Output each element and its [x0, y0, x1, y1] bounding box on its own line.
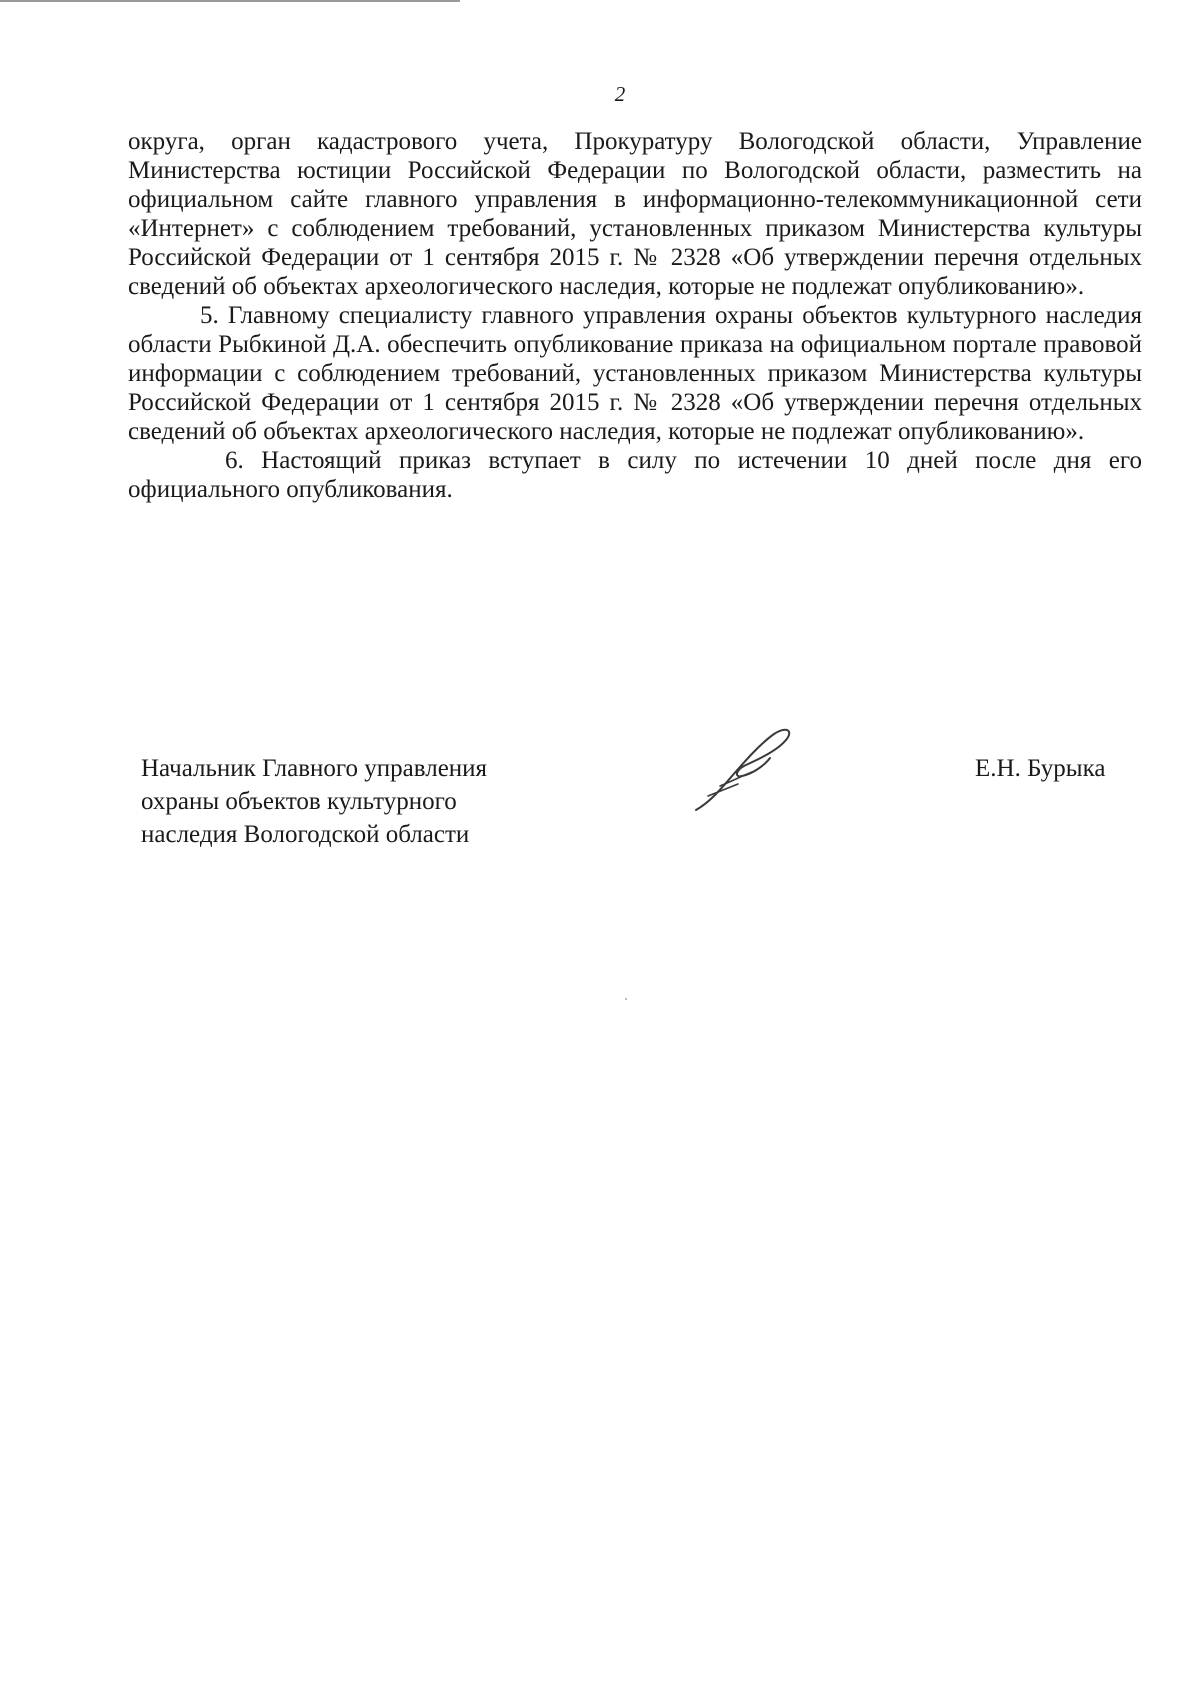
- signer-name: Е.Н. Бурыка: [975, 755, 1106, 782]
- signer-position-line: охраны объектов культурного: [141, 788, 457, 815]
- signer-position-line: Начальник Главного управления: [141, 755, 488, 782]
- page-number: 2: [614, 82, 626, 106]
- scan-speck: [625, 998, 627, 1000]
- paragraph-item-6: 6. Настоящий приказ вступает в силу по истечении 10 дней после дня его официального опубликования.: [128, 447, 1142, 503]
- document-body: [128, 127, 1142, 504]
- signer-position: [141, 752, 487, 851]
- signer-position-line: наследия Вологодской области: [141, 821, 470, 848]
- handwritten-signature: [690, 726, 800, 816]
- paragraph-continuation: округа, орган кадастрового учета, Прокуратуру Вологодской области, Управление Министерства юстиции Российской Федерации по Вологодской области, разместить на официальном сайте главного управления в информационно-телекоммуникационной сети «Интернет» с соблюдением требований, установленных приказом Министерства культуры Российской Федерации от 1 сентября 2015 г. № 2328 «Об утверждении перечня отдельных сведений об объектах археологического наследия, которые не подлежат опубликованию».: [128, 128, 1142, 300]
- paragraph-item-5: 5. Главному специалисту главного управления охраны объектов культурного наследия области Рыбкиной Д.А. обеспечить опубликование приказа на официальном портале правовой информации с соблюдением требований, установленных приказом Министерства культуры Российской Федерации от 1 сентября 2015 г. № 2328 «Об утверждении перечня отдельных сведений об объектах археологического наследия, которые не подлежат опубликованию».: [128, 302, 1142, 445]
- scan-edge-line: [0, 0, 460, 2]
